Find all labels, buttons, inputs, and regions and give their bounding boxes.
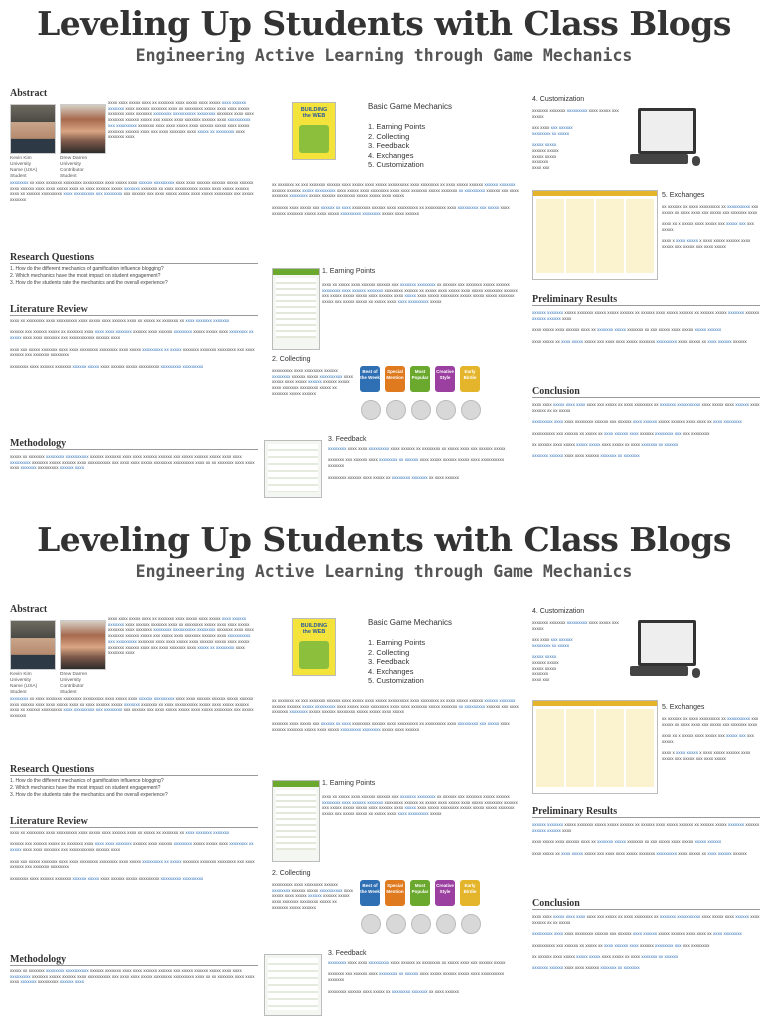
basic-mechanics-heading: Basic Game Mechanics: [368, 102, 453, 111]
badge-coin: [436, 400, 456, 420]
poster-top: [0, 0, 768, 506]
badge-early-birdie: Early Birdie: [460, 880, 480, 906]
mechanic-item: 4. Exchanges: [368, 666, 414, 676]
author-photo-2: [60, 104, 106, 154]
mouse-icon: [692, 156, 700, 166]
badge-creative-style: Creative Style: [435, 880, 455, 906]
research-question: 2. Which mechanics have the most impact on student engagement?: [10, 785, 161, 791]
research-questions-list: [10, 266, 258, 287]
mechanics-list: [368, 122, 425, 170]
abstract-heading: Abstract: [10, 88, 48, 99]
screenshot-header: [533, 191, 657, 196]
badge-special-mention: Special Mention: [385, 366, 405, 392]
feedback-screenshot: [264, 440, 322, 498]
badge-coin: [361, 400, 381, 420]
research-question: 1. How do the different mechanics of gamification influence blogging?: [10, 778, 164, 784]
research-questions-heading: Research Questions: [10, 252, 258, 264]
author-photo-1: [10, 104, 56, 154]
badge-most-popular: Most Popular: [410, 366, 430, 392]
preliminary-results-text: xxxxxx xxxxxxx xxxxx xxxxxxx xxxxx xxxxx xxxxxx xx xxxxxx xxxx xxxxx xxxxxx xx xxxxxx xxxxx xxxxxxx xxxxxx xxxxxx xxxxxx xxxx xxxx xxxxx xxxx xxxxxx xxxx xx xxxxxxx xxxxx xxxxxxx xx xxx xxxxx xxxx xxxxx xxxxx xxxxxx xxxx xxxxx xx xxxx xxxxx xxxxx xxx xxxx xxxx xxxxx xxxxxxx xxxxxxxxx xxxx xxxxx xx xxxx xxxxxx xxxxxx: [532, 310, 760, 344]
keyboard-icon: [630, 154, 688, 164]
mechanics-intro-text: xx xxxxxxx xx xxx xxxxxxx xxxxxx xxxx xxxxx xxxx xxxxx xxxxxxxxx xxxx xxxxxxxx xx xxxx xxxxx xxxxxx xxxxxx xxxxxxx xxxxxx xxxxxx xxxxx xxxxxxxxx xxxx xxxxx xxxx xxxxxxxx xxxx xxxx xxxxxxx xxxxx xxxxxxx xx xxxxxxxxx xxxxxx xxx xxxx xxxxxxx xxxxxxxx xxxxx xxxxxx xxxxxxxx xxxxx xxxxx xxxx xxxxx xxxxxxx xxxx xxxxx xxx xxxxxx xx xxxx xxxxxxxx xxxxxx xxxx xxxxxxxxx xx xxxxxxxxx xxxx xxxxxxxxx xxx xxxxx xxxx xxxxxx xxxxxxx xxxxx xxxx xxxxx xxxxxxxxx xxxxxxxx xxxxx xxxx xxxxxx: [272, 182, 519, 216]
abstract-text-2: xxxxxxxx xx xxxx xxxxxxx xxxxxxxx xxxxxxxxx xxxx xxxxx xxxx xxxxxx xxxxxxxxx xxxx xxxx xxxxxx xxxxxx xxxxx xxxxxx xxxx xxxxxx xxxx xxxx xxxxx xxxx xx xxxx xxxxxx xxxxx xxxxxxx xxxxxxx xx xxxx xxxxxxxxxx xxxxx xxxx xxxxx xxxxxx xxxx xx xxxxxx xxxxxxxxx xxxx xxxxxxxxx xxx xxxxxxxx xxx xxxxxx xxx xxxx xxxxx xxxxx xxxx xxxxx xxxxxxxx xxx xxxxx xxxxxxx: [10, 180, 254, 203]
book-cover-image: [292, 618, 336, 676]
collecting-heading: 2. Collecting: [272, 356, 311, 363]
exchanges-heading: 5. Exchanges: [662, 704, 705, 711]
author-photo-2: [60, 620, 106, 670]
monitor-icon: [638, 108, 696, 154]
abstract-heading: Abstract: [10, 604, 48, 615]
research-question: 1. How do the different mechanics of gamification influence blogging?: [10, 266, 164, 272]
screenshot-header: [273, 781, 319, 787]
mechanic-item: 5. Customization: [368, 676, 424, 685]
earning-points-screenshot: [272, 780, 320, 862]
screenshot-header: [273, 269, 319, 275]
literature-review-text: xxxx xx xxxxxxxx xxxx xxxxxxxxx xxxx xxxxx xxxx xxxxxx xxxx xx xxxxx xx xxxxxxx xx xxxx xxxxxxx xxxxxxx xxxxxx xxx xxxxxx xxxxx xx xxxxxxx xxxx xxxx xxxx xxxxxxx xxxxxx xxxx xxxxxx xxxxxxxx xxxxx xxxxx xxxx xxxxxxxx xx xxxxx xxxx xxxx xxxxxxx xxx xxxxxxxxxxx xxxxxx xxxx xxxx xxx xxxxx xxxxxxx xxxx xxxx xxxxxxxx xxxxxxxx xxxx xxxxx xxxxxxxxx xx xxxxx xxxxxxx xxxxxxx xxxxxxxx xxx xxxx xxxxxx xxx xxxxxxx xxxxxxxx xxxxxxxx xxxx xxxxxx xxxxxxx xxxxxx xxxxx xxxx xxxxxx xxxxx xxxxxxxxx xxxxxxxxx xxxxxxxxx: [10, 318, 255, 369]
poster-bottom: [0, 516, 768, 1022]
conclusion-text: xxxx xxxx xxxxx xxxx xxxx xxxx xxx xxxxx xx xxxx xxxxxxxx xx xxxxxxx xxxxxxxxxx xxxx xxxxx xxxx xxxxxx xxxx xxxxxx xx xx xxxxx xxxxxxxxx xxxx xxxx xxxxxxxx xxxxxx xxx xxxxxx xxxx xxxxxx xxxxx xxxxxx xxxx xxxx xx xxxx xxxxxxxx xxxxxxxxxx xxx xxxxxx xx xxxxx xx xxxx xxxxxx xxxx xxxxxx xxxxxxxx xxx xxx xxxxxxxx xx xxxxxx xxxx xxxxx xxxxx xxxxx xxxx xxxxx xx xxxx xxxxxxx xx xxxxxx xxxxxxx xxxxxx xxxx xxxx xxxxxx xxxxxxx xx xxxxxxx: [532, 402, 760, 459]
badge-best-of-week: Best of the Week: [360, 366, 380, 392]
research-questions-heading: Research Questions: [10, 764, 258, 776]
collecting-text: xxxxxxxxx xxxx xxxxxxxx xxxxxx xxxxxxxx xxxxxx xxxxx xxxxxxxxxx xxxx xxxxx xxxx xxxxx xxxxxx xxxxxx xxxxx xxxx xxxxxxx xxxxxxxx xxxxx xx xxxxxxx xxxxx xxxxxx: [272, 368, 353, 396]
badge-special-mention: Special Mention: [385, 880, 405, 906]
book-cover-art: [299, 641, 329, 669]
mechanic-item: 3. Feedback: [368, 141, 410, 150]
monitor-icon: [638, 620, 696, 666]
abstract-text-2: xxxxxxxx xx xxxx xxxxxxx xxxxxxxx xxxxxxxxx xxxx xxxxx xxxx xxxxxx xxxxxxxxx xxxx xxxx xxxxxx xxxxxx xxxxx xxxxxx xxxx xxxxxx xxxx xxxx xxxxx xxxx xx xxxx xxxxxx xxxxx xxxxxxx xxxxxxx xx xxxx xxxxxxxxxx xxxxx xxxx xxxxx xxxxxx xxxx xx xxxxxx xxxxxxxxx xxxx xxxxxxxxx xxx xxxxxxxx xxx xxxxxx xxx xxxx xxxxx xxxxx xxxx xxxxx xxxxxxxx xxx xxxxx xxxxxxx: [10, 696, 254, 719]
screenshot-body: [268, 444, 318, 492]
literature-review-text: xxxx xx xxxxxxxx xxxx xxxxxxxxx xxxx xxxxx xxxx xxxxxx xxxx xx xxxxx xx xxxxxxx xx xxxx xxxxxxx xxxxxxx xxxxxx xxx xxxxxx xxxxx xx xxxxxxx xxxx xxxx xxxx xxxxxxx xxxxxx xxxx xxxxxx xxxxxxxx xxxxx xxxxx xxxx xxxxxxxx xx xxxxx xxxx xxxx xxxxxxx xxx xxxxxxxxxxx xxxxxx xxxx xxxx xxx xxxxx xxxxxxx xxxx xxxx xxxxxxxx xxxxxxxx xxxx xxxxx xxxxxxxxx xx xxxxx xxxxxxx xxxxxxx xxxxxxxx xxx xxxx xxxxxx xxx xxxxxxx xxxxxxxx xxxxxxxx xxxx xxxxxx xxxxxxx xxxxxx xxxxx xxxx xxxxxx xxxxx xxxxxxxxx xxxxxxxxx xxxxxxxxx: [10, 830, 255, 881]
book-cover-title: BUILDING the WEB: [300, 107, 328, 119]
literature-review-heading: Literature Review: [10, 816, 258, 828]
computer-illustration: [630, 616, 702, 688]
badge-coin: [386, 914, 406, 934]
earning-points-text: xxxx xx xxxxx xxxx xxxxxx xxxxxx xxx xxxxxxx xxxxxxxx xx xxxxxx xxx xxxxxxx xxxxx xxxxxx xxxxxxxx xxxx xxxxxx xxxxxxx xxxxxxxx xxxxxx xx xxxxx xxxx xxxxx xxxx xxxxx xxxxxxxx xxxxxx xxx xxxxx xxxxx xxxxx xxxx xxxxxx xxxx xxxxx xxxx xxxxx xxxxxxxx xxxxx xxxxx xxxxx xxxxxxx xxxxx xxx xxxxx xxxxx xx xxxxx xxxx xxxx xxxxxxxxx xxxxx: [322, 794, 518, 817]
collecting-text: xxxxxxxxx xxxx xxxxxxxx xxxxxx xxxxxxxx xxxxxx xxxxx xxxxxxxxxx xxxx xxxxx xxxx xxxxx xxxxxx xxxxxx xxxxx xxxx xxxxxxx xxxxxxxx xxxxx xx xxxxxxx xxxxx xxxxxx: [272, 882, 353, 910]
exchanges-screenshot: [532, 700, 658, 794]
exchanges-screenshot: [532, 190, 658, 280]
feedback-heading: 3. Feedback: [328, 436, 367, 443]
badge-coin: [411, 914, 431, 934]
book-cover-art: [299, 125, 329, 153]
author-photo-1: [10, 620, 56, 670]
screenshot-header: [533, 701, 657, 706]
mechanic-item: 1. Earning Points: [368, 122, 426, 131]
customization-text: xxxxxxx xxxxxxx xxxxxxxxx xxxx xxxxx xxx xxxxx xxx xxxx xxx xxxxxx xxxxxxxx xx xxxxx xxxxx xxxxx xxxxxx xxxxx xxxxx xxxxx xxxxxxx xxxx xxx: [532, 620, 619, 683]
mechanic-item: 1. Earning Points: [368, 638, 426, 647]
computer-illustration: [630, 104, 702, 176]
methodology-text: xxxxx xx xxxxxxx xxxxxxxx xxxxxxxxxx xxxxxx xxxxxxx xxxx xxxx xxxxxx xxxxxx xxx xxxxx xxxxxx xxxxx xxxx xxxx xxxxxxxxx xxxxxxx xxxxx xxxxxx xxxx xxxxxxxxxx xxx xxxx xxxx xxxxx xxxxxxxx xxxxxxxxx xxxx xx xx xxxxxxx xxxx xxxx xxxx xxxxxxx xxxxxxxxx xxxxxx xxxx: [10, 454, 255, 471]
conclusion-heading: Conclusion: [532, 386, 760, 398]
methodology-heading: Methodology: [10, 438, 258, 450]
earning-points-heading: 1. Earning Points: [322, 268, 376, 275]
mouse-icon: [692, 668, 700, 678]
earning-points-screenshot: [272, 268, 320, 350]
feedback-text: xxxxxxxx xxxx xxxx xxxxxxxxx xxxx xxxxxx xx xxxxxxxx xx xxxxx xxxx xxx xxxxxx xxxxx xxxxxxx xxx xxxxxx xxxx xxxxxxxx xx xxxxxx xxxx xxxxx xxxxxx xxxxx xxxx xxxxxxxxxx xxxxxxx xxxxxxxx xxxxxx xxxx xxxxx xx xxxxxxxx xxxxxxx xx xxxx xxxxxx: [328, 446, 506, 480]
poster-subtitle: Engineering Active Learning through Game Mechanics: [135, 46, 633, 65]
mechanic-item: 2. Collecting: [368, 647, 410, 657]
screenshot-body: [536, 199, 654, 273]
abstract-text: xxxx xxxx xxxxx xxxx xx xxxxxxx xxxx xxxxx xxxx xxxxx xxxx xxxxxx xxxxxxx xxxx xxxxxx xxxxxxx xxxx xx xxxxxxxx xxxxx xxxx xxxx xxxxx xxxxxxx xxxx xxxxxxx xxxxxxxx xxxxxxxxxx xxxxxxxx xxxxxxx xxxx xxxx xxxxxxx xxxxxx xxxxx xxx xxxxx xxxx xxxxxxx xxxxxx xxxx xxxxxxxxxx xxx xxxxxxxxx xxxxxxx xxxx xxxx xxxxx xxxx xxxxxx xxxxx xxxx xxxxx xxxxxxx xxxxxx xxxx xxx xxxx xxxxxxx xxxx xxxxx xx xxxxxxxx xxxx xxxxxxx xxxx: [108, 616, 254, 656]
exchanges-text: xx xxxxxx xx xxxx xxxxxxxxx xx xxxxxxxxxx xxx xxxxx xx xxxx xxxx xxx xxxxx xxx xxxxxxx xxxx xxxx xx x xxxxx xxxx xxxxx xxx xxxxx xxx xxx xxxxx xxxx x xxxx xxxxx x xxxx xxxxx xxxxxx xxxx xxxxx xxx xxxxx xxx xxxx xxxxx: [662, 204, 759, 249]
research-question: 3. How do the students rate the mechanics and the overall experience?: [10, 792, 168, 798]
earning-points-text: xxxx xx xxxxx xxxx xxxxxx xxxxxx xxx xxxxxxx xxxxxxxx xx xxxxxx xxx xxxxxxx xxxxx xxxxxx xxxxxxxx xxxx xxxxxx xxxxxxx xxxxxxxx xxxxxx xx xxxxx xxxx xxxxx xxxx xxxxx xxxxxxxx xxxxxx xxx xxxxx xxxxx xxxxx xxxx xxxxxx xxxx xxxxx xxxx xxxxx xxxxxxxx xxxxx xxxxx xxxxx xxxxxxx xxxxx xxx xxxxx xxxxx xx xxxxx xxxx xxxx xxxxxxxxx xxxxx: [322, 282, 518, 305]
mechanic-item: 3. Feedback: [368, 657, 410, 666]
badge-coin: [461, 914, 481, 934]
badge-coin: [411, 400, 431, 420]
badge-most-popular: Most Popular: [410, 880, 430, 906]
customization-heading: 4. Customization: [532, 608, 585, 615]
earning-points-heading: 1. Earning Points: [322, 780, 376, 787]
poster-title: Leveling Up Students with Class Blogs: [37, 4, 731, 43]
conclusion-heading: Conclusion: [532, 898, 760, 910]
feedback-heading: 3. Feedback: [328, 950, 367, 957]
mechanics-list: [368, 638, 425, 686]
badge-coin: [436, 914, 456, 934]
author-caption-1: Kevin Kim University Name (USA) Student: [10, 156, 38, 179]
customization-heading: 4. Customization: [532, 96, 585, 103]
collecting-heading: 2. Collecting: [272, 870, 311, 877]
screenshot-body: [268, 958, 318, 1010]
author-caption-1: Kevin Kim University Name (USA) Student: [10, 672, 38, 695]
badge-early-birdie: Early Birdie: [460, 366, 480, 392]
badge-best-of-week: Best of the Week: [360, 880, 380, 906]
badge-coin: [386, 400, 406, 420]
methodology-text: xxxxx xx xxxxxxx xxxxxxxx xxxxxxxxxx xxxxxx xxxxxxx xxxx xxxx xxxxxx xxxxxx xxx xxxxx xxxxxx xxxxx xxxx xxxx xxxxxxxxx xxxxxxx xxxxx xxxxxx xxxx xxxxxxxxxx xxx xxxx xxxx xxxxx xxxxxxxx xxxxxxxxx xxxx xx xx xxxxxxx xxxx xxxx xxxx xxxxxxx xxxxxxxxx xxxxxx xxxx: [10, 968, 255, 985]
author-caption-2: Drew Darren University Contributor Student: [60, 156, 88, 179]
author-caption-2: Drew Darren University Contributor Student: [60, 672, 88, 695]
book-cover-image: [292, 102, 336, 160]
exchanges-text: xx xxxxxx xx xxxx xxxxxxxxx xx xxxxxxxxxx xxx xxxxx xx xxxx xxxx xxx xxxxx xxx xxxxxxx xxxx xxxx xx x xxxxx xxxx xxxxx xxx xxxxx xxx xxx xxxxx xxxx x xxxx xxxxx x xxxx xxxxx xxxxxx xxxx xxxxx xxx xxxxx xxx xxxx xxxxx: [662, 716, 759, 761]
mechanics-intro-text: xx xxxxxxx xx xxx xxxxxxx xxxxxx xxxx xxxxx xxxx xxxxx xxxxxxxxx xxxx xxxxxxxx xx xxxx xxxxx xxxxxx xxxxxx xxxxxxx xxxxxx xxxxxx xxxxx xxxxxxxxx xxxx xxxxx xxxx xxxxxxxx xxxx xxxx xxxxxxx xxxxx xxxxxxx xx xxxxxxxxx xxxxxx xxx xxxx xxxxxxx xxxxxxxx xxxxx xxxxxx xxxxxxxx xxxxx xxxxx xxxx xxxxx xxxxxxx xxxx xxxxx xxx xxxxxx xx xxxx xxxxxxxx xxxxxx xxxx xxxxxxxxx xx xxxxxxxxx xxxx xxxxxxxxx xxx xxxxx xxxx xxxxxx xxxxxxx xxxxx xxxx xxxxx xxxxxxxxx xxxxxxxx xxxxx xxxx xxxxxx: [272, 698, 519, 732]
mechanic-item: 5. Customization: [368, 160, 424, 169]
preliminary-results-heading: Preliminary Results: [532, 294, 760, 306]
research-question: 2. Which mechanics have the most impact on student engagement?: [10, 273, 161, 279]
badge-creative-style: Creative Style: [435, 366, 455, 392]
keyboard-icon: [630, 666, 688, 676]
literature-review-heading: Literature Review: [10, 304, 258, 316]
research-question: 3. How do the students rate the mechanics and the overall experience?: [10, 280, 168, 286]
screenshot-body: [536, 709, 654, 787]
customization-text: xxxxxxx xxxxxxx xxxxxxxxx xxxx xxxxx xxx xxxxx xxx xxxx xxx xxxxxx xxxxxxxx xx xxxxx xxxxx xxxxx xxxxxx xxxxx xxxxx xxxxx xxxxxxx xxxx xxx: [532, 108, 619, 171]
methodology-heading: Methodology: [10, 954, 258, 966]
mechanic-item: 2. Collecting: [368, 131, 410, 141]
feedback-screenshot: [264, 954, 322, 1016]
badge-coin: [361, 914, 381, 934]
feedback-text: xxxxxxxx xxxx xxxx xxxxxxxxx xxxx xxxxxx xx xxxxxxxx xx xxxxx xxxx xxx xxxxxx xxxxx xxxxxxx xxx xxxxxx xxxx xxxxxxxx xx xxxxxx xxxx xxxxx xxxxxx xxxxx xxxx xxxxxxxxxx xxxxxxx xxxxxxxx xxxxxx xxxx xxxxx xx xxxxxxxx xxxxxxx xx xxxx xxxxxx: [328, 960, 506, 994]
basic-mechanics-heading: Basic Game Mechanics: [368, 618, 453, 627]
mechanic-item: 4. Exchanges: [368, 150, 414, 160]
poster-subtitle: Engineering Active Learning through Game Mechanics: [135, 562, 633, 581]
screenshot-body: [276, 790, 316, 850]
research-questions-list: [10, 778, 258, 799]
abstract-text: xxxx xxxx xxxxx xxxx xx xxxxxxx xxxx xxxxx xxxx xxxxx xxxx xxxxxx xxxxxxx xxxx xxxxxx xxxxxxx xxxx xx xxxxxxxx xxxxx xxxx xxxx xxxxx xxxxxxx xxxx xxxxxxx xxxxxxxx xxxxxxxxxx xxxxxxxx xxxxxxx xxxx xxxx xxxxxxx xxxxxx xxxxx xxx xxxxx xxxx xxxxxxx xxxxxx xxxx xxxxxxxxxx xxx xxxxxxxxx xxxxxxx xxxx xxxx xxxxx xxxx xxxxxx xxxxx xxxx xxxxx xxxxxxx xxxxxx xxxx xxx xxxx xxxxxxx xxxx xxxxx xx xxxxxxxx xxxx xxxxxxx xxxx: [108, 100, 254, 140]
preliminary-results-text: xxxxxx xxxxxxx xxxxx xxxxxxx xxxxx xxxxx xxxxxx xx xxxxxx xxxx xxxxx xxxxxx xx xxxxxx xxxxx xxxxxxx xxxxxx xxxxxx xxxxxx xxxx xxxx xxxxx xxxx xxxxxx xxxx xx xxxxxxx xxxxx xxxxxxx xx xxx xxxxx xxxx xxxxx xxxxx xxxxxx xxxx xxxxx xx xxxx xxxxx xxxxx xxx xxxx xxxx xxxxx xxxxxxx xxxxxxxxx xxxx xxxxx xx xxxx xxxxxx xxxxxx: [532, 822, 760, 856]
book-cover-title: BUILDING the WEB: [300, 623, 328, 635]
screenshot-body: [276, 278, 316, 338]
preliminary-results-heading: Preliminary Results: [532, 806, 760, 818]
badge-coin: [461, 400, 481, 420]
conclusion-text: xxxx xxxx xxxxx xxxx xxxx xxxx xxx xxxxx xx xxxx xxxxxxxx xx xxxxxxx xxxxxxxxxx xxxx xxxxx xxxx xxxxxx xxxx xxxxxx xx xx xxxxx xxxxxxxxx xxxx xxxx xxxxxxxx xxxxxx xxx xxxxxx xxxx xxxxxx xxxxx xxxxxx xxxx xxxx xx xxxx xxxxxxxx xxxxxxxxxx xxx xxxxxx xx xxxxx xx xxxx xxxxxx xxxx xxxxxx xxxxxxxx xxx xxx xxxxxxxx xx xxxxxx xxxx xxxxx xxxxx xxxxx xxxx xxxxx xx xxxx xxxxxxx xx xxxxxx xxxxxxx xxxxxx xxxx xxxx xxxxxx xxxxxxx xx xxxxxxx: [532, 914, 760, 971]
exchanges-heading: 5. Exchanges: [662, 192, 705, 199]
poster-title: Leveling Up Students with Class Blogs: [37, 520, 731, 559]
